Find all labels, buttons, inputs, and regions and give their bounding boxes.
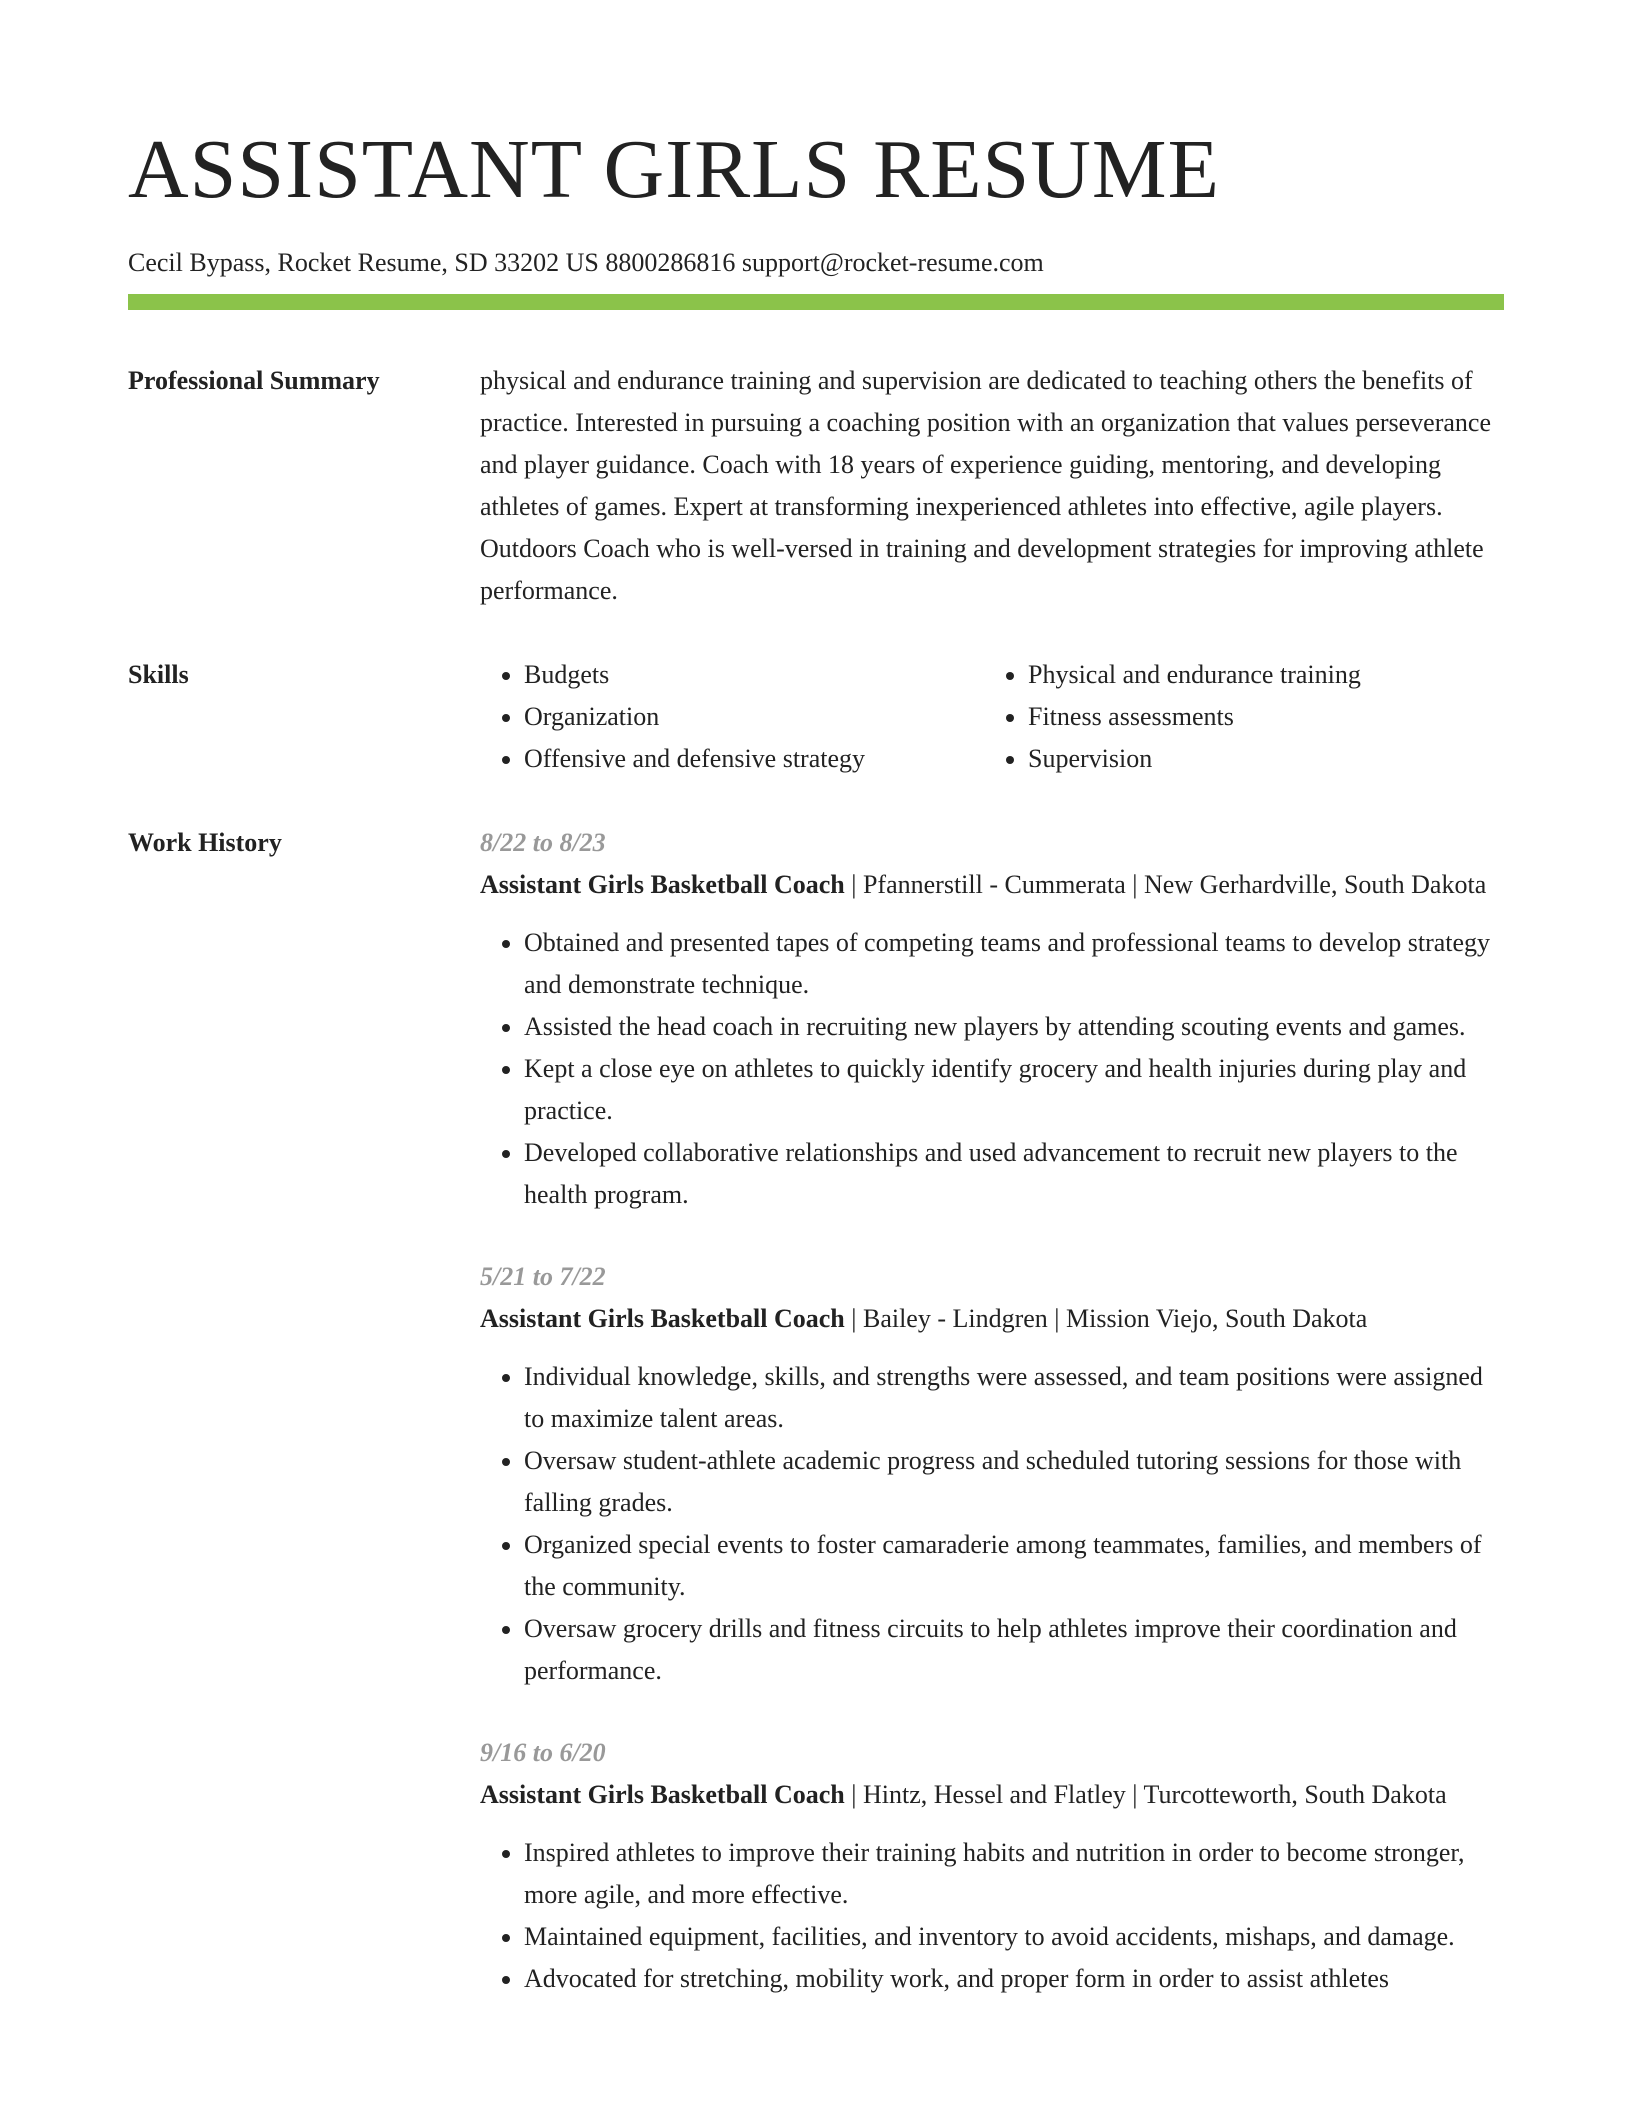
job-bullets xyxy=(480,922,1504,1216)
job-bullet: • Oversaw grocery drills and fitness circuits to help athletes improve their coordination and performance. xyxy=(524,1608,1504,1692)
job-bullet: • Obtained and presented tapes of competing teams and professional teams to develop strategy and demonstrate technique. xyxy=(524,922,1504,1006)
job-bullet: • Maintained equipment, facilities, and inventory to avoid accidents, mishaps, and damage. xyxy=(524,1916,1504,1958)
job-dates: 9/16 to 6/20 xyxy=(480,1738,606,1767)
contact-info: Cecil Bypass, Rocket Resume, SD 33202 US 8800286816 support@rocket-resume.com xyxy=(128,248,1044,277)
skill-item: • Offensive and defensive strategy xyxy=(524,738,984,780)
job-role: Assistant Girls Basketball Coach xyxy=(480,870,845,899)
resume-title: ASSISTANT GIRLS RESUME xyxy=(128,123,1220,216)
skill-item: • Physical and endurance training xyxy=(1028,654,1488,696)
job-bullet: • Inspired athletes to improve their training habits and nutrition in order to become stronger, more agile, and more effective. xyxy=(524,1832,1504,1916)
summary-text: physical and endurance training and supervision are dedicated to teaching others the benefits of practice. Interested in pursuing a coaching position with an organization that values perseverance and player guidance. Coach with 18 years of experience guiding, mentoring, and developing athletes of games. Expert at transforming inexperienced athletes into effective, agile players. Outdoors Coach who is well-versed in training and development strategies for improving athlete performance. xyxy=(480,366,1491,605)
job-title-line xyxy=(480,864,1504,906)
header-divider xyxy=(128,294,1504,310)
skills-list-right xyxy=(984,654,1488,780)
resume-page xyxy=(128,120,1504,2040)
job-details: | Hintz, Hessel and Flatley | Turcotteworth, South Dakota xyxy=(844,1780,1447,1809)
job-entry xyxy=(480,1732,1504,2000)
work-history-section xyxy=(128,822,1504,2040)
job-bullets xyxy=(480,1832,1504,2000)
job-bullet: • Developed collaborative relationships and used advancement to recruit new players to the health program. xyxy=(524,1132,1504,1216)
job-bullets xyxy=(480,1356,1504,1692)
job-details: | Bailey - Lindgren | Mission Viejo, South Dakota xyxy=(844,1304,1368,1333)
job-dates: 8/22 to 8/23 xyxy=(480,828,606,857)
job-entry xyxy=(480,822,1504,1216)
job-dates: 5/21 to 7/22 xyxy=(480,1262,606,1291)
skill-item: • Fitness assessments xyxy=(1028,696,1488,738)
job-role: Assistant Girls Basketball Coach xyxy=(480,1304,845,1333)
section-label-work: Work History xyxy=(128,828,282,857)
job-title-line xyxy=(480,1774,1504,1816)
job-details: | Pfannerstill - Cummerata | New Gerhardville, South Dakota xyxy=(844,870,1487,899)
professional-summary-section xyxy=(128,360,1504,612)
skill-item: • Budgets xyxy=(524,654,984,696)
job-title-line xyxy=(480,1298,1504,1340)
job-role: Assistant Girls Basketball Coach xyxy=(480,1780,845,1809)
skills-section xyxy=(128,654,1504,780)
job-bullet: • Oversaw student-athlete academic progress and scheduled tutoring sessions for those with falling grades. xyxy=(524,1440,1504,1524)
section-label-summary: Professional Summary xyxy=(128,366,380,395)
job-bullet: • Assisted the head coach in recruiting new players by attending scouting events and games. xyxy=(524,1006,1504,1048)
job-entry xyxy=(480,1256,1504,1692)
skill-item: • Supervision xyxy=(1028,738,1488,780)
section-label-skills: Skills xyxy=(128,660,189,689)
job-bullet: • Individual knowledge, skills, and strengths were assessed, and team positions were assigned to maximize talent areas. xyxy=(524,1356,1504,1440)
skill-item: • Organization xyxy=(524,696,984,738)
skills-list-left xyxy=(480,654,984,780)
job-bullet: • Organized special events to foster camaraderie among teammates, families, and members of the community. xyxy=(524,1524,1504,1608)
job-bullet: • Advocated for stretching, mobility work, and proper form in order to assist athletes xyxy=(524,1958,1504,2000)
job-bullet: • Kept a close eye on athletes to quickly identify grocery and health injuries during play and practice. xyxy=(524,1048,1504,1132)
